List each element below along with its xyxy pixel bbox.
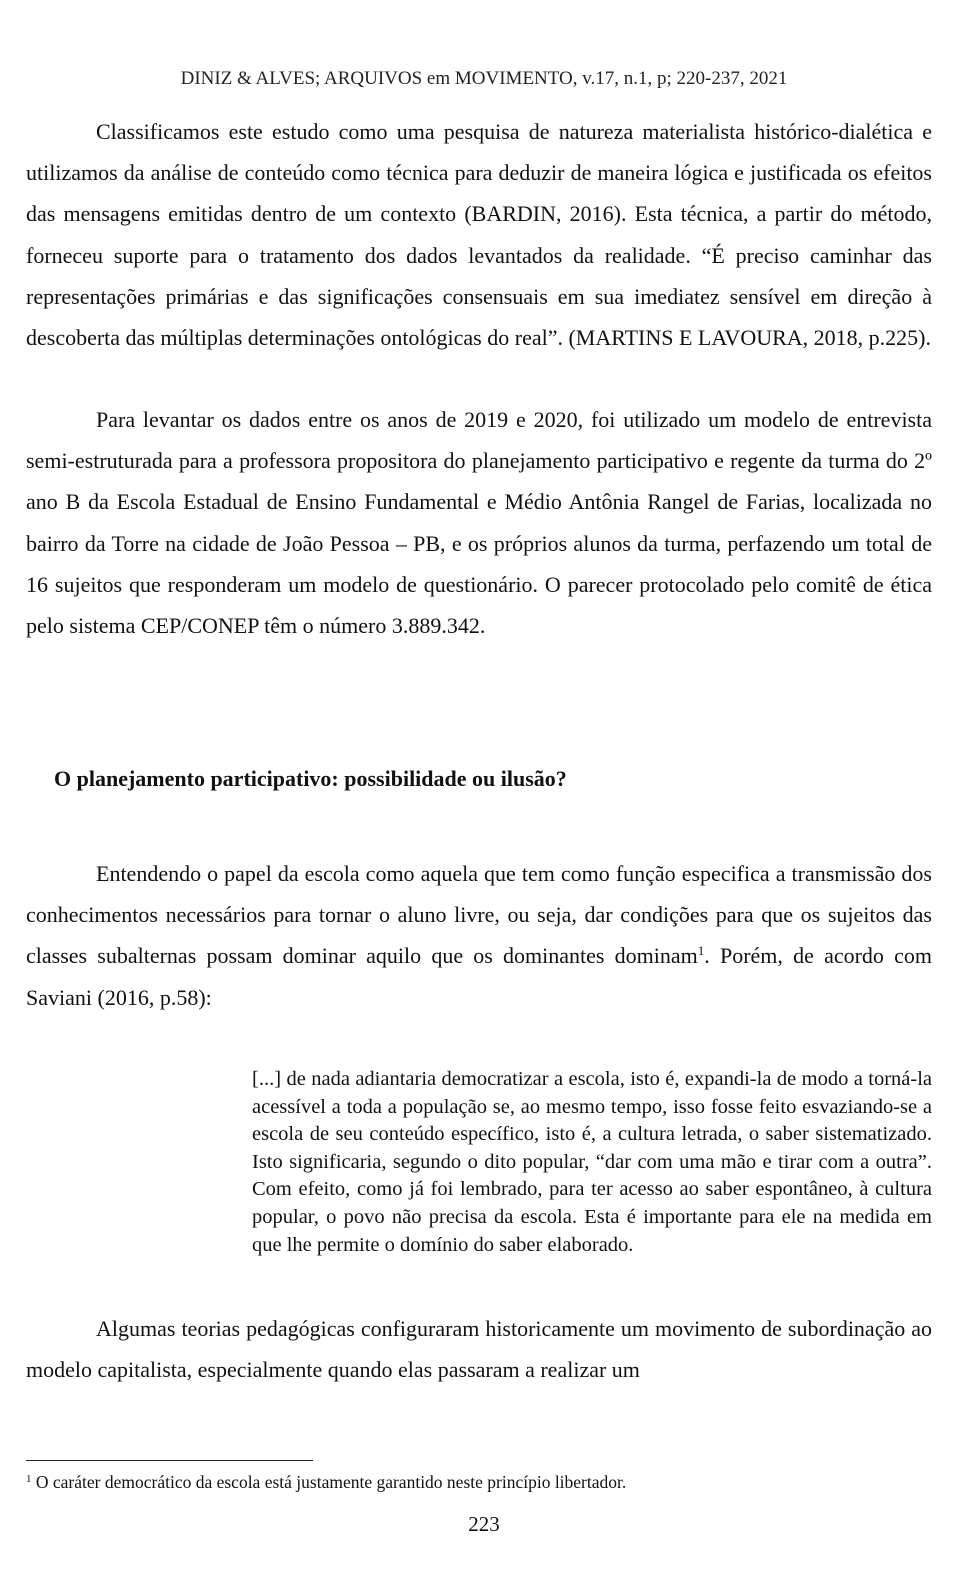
- paragraph-school-role-text: Entendendo o papel da escola como aquela que tem como função especifica a transmissão dos conhecimentos necessários para tornar o aluno livre, ou seja, dar condições para que os sujeitos das classes subalternas possam dominar aquilo que os dominantes dominam: [26, 861, 932, 969]
- paragraph-data-collection: Para levantar os dados entre os anos de 2019 e 2020, foi utilizado um modelo de entrevista semi-estruturada para a professora propositora do planejamento participativo e regente da turma do 2º ano B da Escola Estadual de Ensino Fundamental e Médio Antônia Rangel de Farias, localizada no bairro da Torre na cidade de João Pessoa – PB, e os próprios alunos da turma, perfazendo um total de 16 sujeitos que responderam um modelo de questionário. O parecer protocolado pelo comitê de ética pelo sistema CEP/CONEP têm o número 3.889.342.: [26, 407, 932, 639]
- footnote-marker: 1: [26, 1473, 32, 1485]
- page-number: 223: [468, 1512, 500, 1536]
- block-quote: [...] de nada adiantaria democratizar a escola, isto é, expandi-la de modo a torná-la acessível a toda a população se, ao mesmo tempo, isso fosse feito esvaziando-se a escola de seu conteúdo específico, isto é, a cultura letrada, o saber sistematizado. Isto significaria, segundo o dito popular, “dar com uma mão e tirar com a outra”. Com efeito, como já foi lembrado, para ter acesso ao saber espontâneo, à cultura popular, o povo não precisa da escola. Esta é importante para ele na medida em que lhe permite o domínio do saber elaborado.: [252, 1068, 932, 1256]
- section-heading: O planejamento participativo: possibilidade ou ilusão?: [54, 766, 567, 791]
- footnote-text: O caráter democrático da escola está justamente garantido neste princípio libertador.: [31, 1472, 627, 1492]
- running-header: DINIZ & ALVES; ARQUIVOS em MOVIMENTO, v.17, n.1, p; 220-237, 2021: [180, 68, 788, 89]
- paragraph-school-role: [26, 853, 932, 1018]
- footnote-reference: 1: [697, 943, 705, 959]
- footnote: [26, 1470, 932, 1494]
- footnote-divider: [26, 1460, 313, 1461]
- paragraph-school-role-continuation: . Porém, de acordo com Saviani (2016, p.58):: [26, 943, 932, 1010]
- paragraph-methodology: Classificamos este estudo como uma pesquisa de natureza materialista histórico-dialética e utilizamos da análise de conteúdo como técnica para deduzir de maneira lógica e justificada os efeitos das mensagens emitidas dentro de um contexto (BARDIN, 2016). Esta técnica, a partir do método, forneceu suporte para o tratamento dos dados levantados da realidade. “É preciso caminhar das representações primárias e das significações consensuais em sua imediatez sensível em direção à descoberta das múltiplas determinações ontológicas do real”. (MARTINS E LAVOURA, 2018, p.225).: [26, 119, 932, 351]
- paragraph-pedagogical-theories: Algumas teorias pedagógicas configuraram historicamente um movimento de subordinação ao modelo capitalista, especialmente quando elas passaram a realizar um: [26, 1316, 932, 1383]
